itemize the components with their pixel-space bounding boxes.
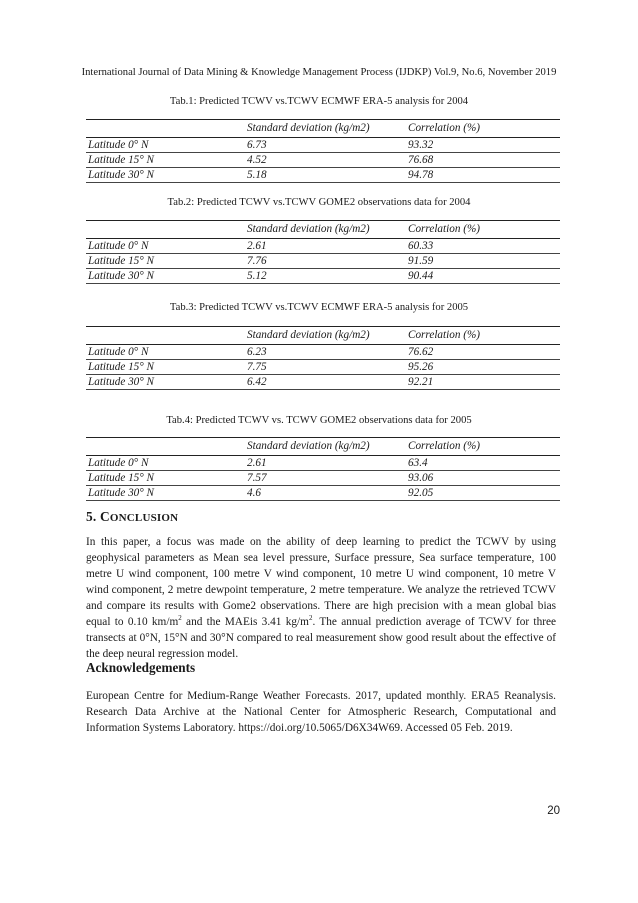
table-row: [86, 168, 560, 183]
std-dev-cell: 2.61: [245, 239, 406, 254]
section-title-rest: ONCLUSION: [109, 512, 179, 524]
latitude-cell: Latitude 30° N: [86, 269, 245, 284]
header-cell: Standard deviation (kg/m2): [247, 440, 370, 452]
latitude-cell: Latitude 0° N: [86, 239, 245, 254]
std-dev-cell: 7.75: [245, 360, 406, 375]
section-title-initial: C: [100, 509, 110, 524]
header-cell: [86, 327, 245, 345]
acknowledgements-heading: Acknowledgements: [86, 660, 196, 675]
table-header-row: [86, 221, 560, 239]
correlation-cell: 92.05: [406, 486, 560, 501]
std-dev-cell: 5.18: [245, 168, 406, 183]
superscript: 2: [308, 614, 313, 623]
table-row: [86, 239, 560, 254]
table-4: [86, 437, 560, 501]
table-1: [86, 119, 560, 183]
table-row: [86, 138, 560, 153]
conclusion-paragraph: [86, 534, 556, 662]
latitude-cell: Latitude 30° N: [86, 486, 245, 501]
correlation-cell: 95.26: [406, 360, 560, 375]
std-dev-cell: 6.42: [245, 375, 406, 390]
correlation-cell: 93.32: [406, 138, 560, 153]
table-row: [86, 471, 560, 486]
latitude-cell: Latitude 0° N: [86, 345, 245, 360]
header-cell: Standard deviation (kg/m2): [247, 329, 370, 341]
std-dev-cell: 6.23: [245, 345, 406, 360]
latitude-cell: Latitude 15° N: [86, 471, 245, 486]
header-cell: Correlation (%): [408, 122, 480, 134]
table-1-caption: Tab.1: Predicted TCWV vs.TCWV ECMWF ERA-5 analysis for 2004: [169, 96, 469, 107]
std-dev-cell: 5.12: [245, 269, 406, 284]
std-dev-cell: 4.52: [245, 153, 406, 168]
latitude-cell: Latitude 0° N: [86, 456, 245, 471]
std-dev-cell: 6.73: [245, 138, 406, 153]
page-number: 20: [547, 805, 560, 817]
table-row: [86, 345, 560, 360]
correlation-cell: 93.06: [406, 471, 560, 486]
std-dev-cell: 4.6: [245, 486, 406, 501]
std-dev-cell: 2.61: [245, 456, 406, 471]
header-cell: [86, 438, 245, 456]
correlation-cell: 63.4: [406, 456, 560, 471]
latitude-cell: Latitude 15° N: [86, 254, 245, 269]
superscript: 2: [178, 614, 182, 623]
correlation-cell: 90.44: [406, 269, 560, 284]
conclusion-heading: [86, 509, 178, 525]
latitude-cell: Latitude 30° N: [86, 168, 245, 183]
table-row: [86, 486, 560, 501]
table-row: [86, 269, 560, 284]
conclusion-text-part: In this paper, a focus was made on the ability of deep learning to predict the TCWV by using geophysical parameters as Mean sea level pressure, Surface pressure, Sea surface temperature, 100 metre U wind component, 100 metre V wind component, 10 metre U wind component, 10 metre V wind component, 2 metre dewpoint temperature, 2 metre temperature. We analyze the retrieved TCWV and compare its results with Gome2 observations. There are high precision with a mean global bias equal to 0.10 km/m: [86, 536, 556, 628]
table-2: [86, 220, 560, 284]
table-header-row: [86, 438, 560, 456]
correlation-cell: 60.33: [406, 239, 560, 254]
latitude-cell: Latitude 15° N: [86, 360, 245, 375]
correlation-cell: 76.62: [406, 345, 560, 360]
header-cell: [86, 221, 245, 239]
correlation-cell: 92.21: [406, 375, 560, 390]
table-row: [86, 360, 560, 375]
table-row: [86, 153, 560, 168]
header-cell: Standard deviation (kg/m2): [247, 122, 370, 134]
table-3: [86, 326, 560, 390]
table-4-caption: Tab.4: Predicted TCWV vs. TCWV GOME2 observations data for 2005: [166, 415, 472, 426]
header-cell: Standard deviation (kg/m2): [247, 223, 370, 235]
table-row: [86, 375, 560, 390]
correlation-cell: 91.59: [406, 254, 560, 269]
latitude-cell: Latitude 0° N: [86, 138, 245, 153]
acknowledgements-paragraph: European Centre for Medium-Range Weather Forecasts. 2017, updated monthly. ERA5 Reanalysis. Research Data Archive at the National Center for Atmospheric Research, Computational and Information Systems Laboratory. https://doi.org/10.5065/D6X34W69. Accessed 05 Feb. 2019.: [86, 690, 556, 734]
header-cell: Correlation (%): [408, 440, 480, 452]
table-2-caption: Tab.2: Predicted TCWV vs.TCWV GOME2 observations data for 2004: [167, 197, 471, 208]
std-dev-cell: 7.57: [245, 471, 406, 486]
table-row: [86, 456, 560, 471]
correlation-cell: 94.78: [406, 168, 560, 183]
header-cell: Correlation (%): [408, 223, 480, 235]
correlation-cell: 76.68: [406, 153, 560, 168]
section-number: 5.: [86, 509, 100, 524]
header-cell: [86, 120, 245, 138]
header-cell: Correlation (%): [408, 329, 480, 341]
table-row: [86, 254, 560, 269]
table-3-caption: Tab.3: Predicted TCWV vs.TCWV ECMWF ERA-5 analysis for 2005: [169, 302, 469, 313]
journal-header: International Journal of Data Mining & Knowledge Management Process (IJDKP) Vol.9, No.6, November 2019: [81, 67, 557, 78]
conclusion-text-part: . The annual prediction average of TCWV for three transects at 0°N, 15°N and 30°N compared to real measurement show good result about the effective of the deep neural regression model.: [86, 616, 557, 660]
std-dev-cell: 7.76: [245, 254, 406, 269]
conclusion-text-part: and the MAEis 3.41 kg/m: [181, 616, 309, 628]
latitude-cell: Latitude 15° N: [86, 153, 245, 168]
latitude-cell: Latitude 30° N: [86, 375, 245, 390]
table-header-row: [86, 120, 560, 138]
table-header-row: [86, 327, 560, 345]
